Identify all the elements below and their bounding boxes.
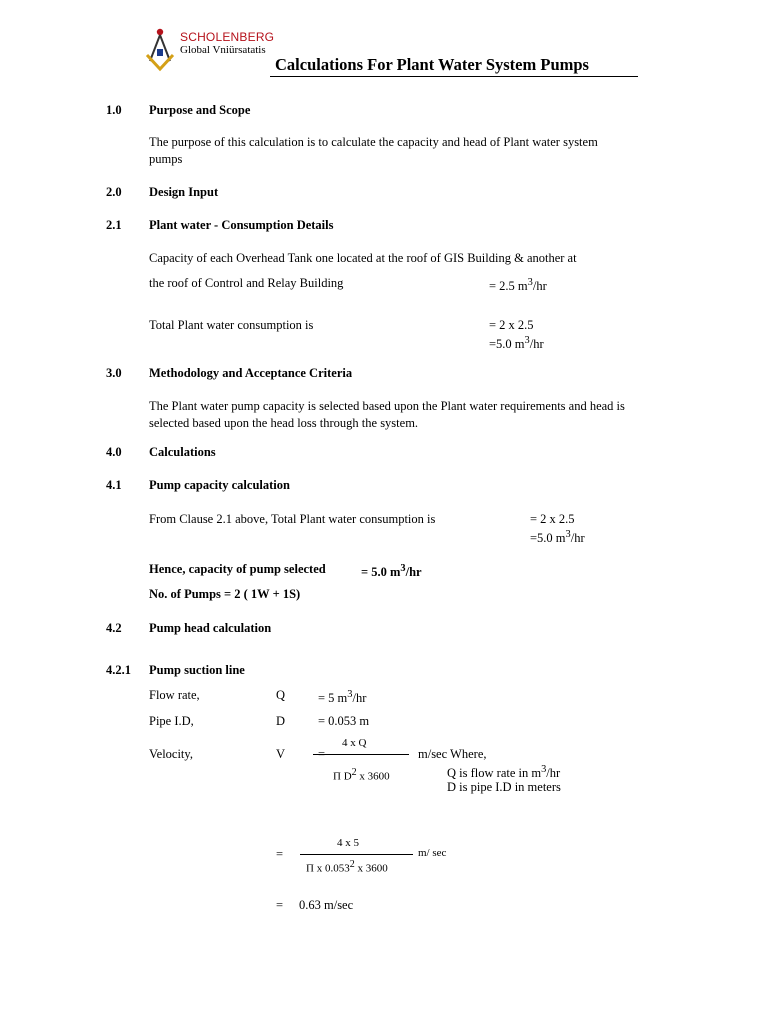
- capacity-selected-value: = 5.0 $m^3/hr$: [361, 563, 422, 580]
- capacity-selected-label: Hence, capacity of pump selected: [149, 562, 326, 576]
- methodology-text: The Plant water pump capacity is selected based upon the Plant water requirements and head is selected based upon the head loss through the system.: [149, 399, 625, 430]
- section-number: 4.1: [106, 478, 122, 492]
- where-q: Q is flow rate in $m^3/hr$: [447, 764, 561, 781]
- flow-rate-label: Flow rate,: [149, 688, 200, 702]
- total-consumption-label: Total Plant water consumption is: [149, 318, 314, 332]
- flow-rate-value: = 5 $m^3/hr$: [318, 689, 367, 706]
- equals-sign: =: [276, 847, 284, 861]
- section-number: 4.2.1: [106, 663, 131, 677]
- clause-reference-label: From Clause 2.1 above, Total Plant water consumption is: [149, 512, 436, 526]
- section-number: 2.0: [106, 185, 122, 199]
- section-heading: Pump suction line: [149, 663, 245, 677]
- section-heading: Methodology and Acceptance Criteria: [149, 366, 353, 380]
- section-heading: Pump capacity calculation: [149, 478, 290, 492]
- formula-denominator: Π $D^2$ x 3600: [333, 767, 390, 783]
- section-heading: Plant water - Consumption Details: [149, 218, 334, 232]
- section-number: 1.0: [106, 103, 122, 117]
- clause-value-line1: = 2 x 2.5: [530, 512, 575, 526]
- velocity-symbol: V: [276, 747, 286, 761]
- pipe-id-value: = 0.053 m: [318, 714, 370, 728]
- purpose-text: The purpose of this calculation is to calculate the capacity and head of Plant water system pumps: [149, 135, 598, 166]
- fraction-bar: [300, 854, 413, 855]
- section-heading: Design Input: [149, 185, 219, 199]
- section-number: 2.1: [106, 218, 122, 232]
- number-of-pumps: No. of Pumps = 2 ( 1W + 1S): [149, 587, 301, 601]
- total-consumption-line1: = 2 x 2.5: [489, 318, 534, 332]
- total-consumption-value: =5.0 $m^3/hr$: [489, 335, 544, 352]
- section-heading: Pump head calculation: [149, 621, 272, 635]
- section-number: 3.0: [106, 366, 122, 380]
- fraction-bar: [313, 754, 409, 755]
- clause-value-line2: =5.0 $m^3/hr$: [530, 529, 585, 546]
- section-heading: Calculations: [149, 445, 216, 459]
- substituted-denominator: Π x 0.053$^2$ x 3600: [306, 859, 388, 875]
- compass-square-emblem-icon: [143, 27, 177, 73]
- velocity-label: Velocity,: [149, 747, 193, 761]
- substituted-numerator: 4 x 5: [337, 837, 359, 849]
- velocity-unit: m/sec Where,: [418, 747, 487, 761]
- substituted-unit: m/ sec: [418, 847, 447, 859]
- section-number: 4.0: [106, 445, 122, 459]
- flow-rate-symbol: Q: [276, 688, 286, 702]
- equals-sign: =: [276, 898, 284, 912]
- brand-tagline: Global Vniürsatatis: [180, 44, 266, 56]
- title-underline: [270, 76, 638, 77]
- tank-capacity-value: = 2.5 $m^3/hr$: [489, 277, 547, 294]
- brand-name: SCHOLENBERG: [180, 30, 275, 44]
- section-number: 4.2: [106, 621, 122, 635]
- pipe-id-label: Pipe I.D,: [149, 714, 194, 728]
- capacity-text-line2: the roof of Control and Relay Building: [149, 276, 344, 290]
- velocity-result: 0.63 m/sec: [299, 898, 354, 912]
- where-d: D is pipe I.D in meters: [447, 780, 561, 794]
- section-heading: Purpose and Scope: [149, 103, 251, 117]
- capacity-text-line1: Capacity of each Overhead Tank one located at the roof of GIS Building & another at: [149, 251, 577, 265]
- pipe-id-symbol: D: [276, 714, 286, 728]
- formula-numerator: 4 x Q: [342, 737, 367, 749]
- document-title: Calculations For Plant Water System Pumps: [275, 55, 589, 74]
